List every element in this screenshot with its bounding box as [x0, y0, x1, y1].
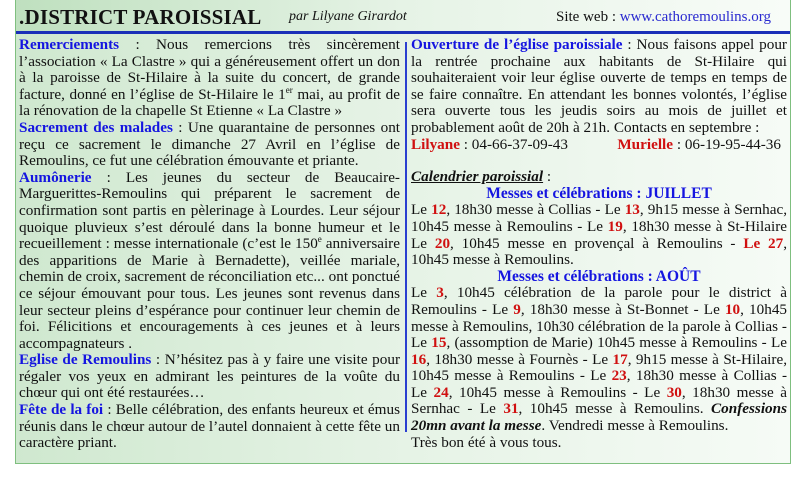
spacer: [411, 153, 787, 169]
contact-name: Lilyane: [411, 135, 460, 153]
text-aumonerie-a: : Les jeunes du secteur de Beaucaire-Marguerittes-Remoulins qui préparent le sacrement de confirmation sont partis en pèlerinage à Lourdes. Leur séjour quoique pluvieux s’est déroulé dans la bonne humeur et le recueillement : messe internationale (c’est le 150: [19, 168, 400, 253]
author-byline: par Lilyane Girardot: [289, 9, 407, 24]
vendredi-note: . Vendredi messe à Remoulins.: [541, 417, 729, 435]
contact-lilyane: [411, 137, 568, 154]
header: [16, 0, 790, 31]
entry-text: , 9h15 messe à St-Hilaire, 10h45 messe à Remoulins - Le: [411, 350, 788, 385]
entry-text: , 10h45 messe en provençal à Remoulins -: [450, 234, 744, 252]
juillet-schedule: [411, 202, 787, 268]
section-eglise: [19, 352, 400, 402]
entry-date: 9: [513, 300, 521, 318]
calendar-heading: [411, 169, 787, 186]
bulletin-panel: [15, 0, 791, 464]
schedule-entry: [434, 384, 667, 401]
confessions-note: Confessions 20mn avant la messe: [411, 400, 787, 435]
heading-aumonerie: Aumônerie: [19, 168, 92, 186]
entry-date: 24: [433, 383, 449, 401]
aout-entries: [411, 284, 787, 417]
section-sacrement: [19, 120, 400, 170]
text-remerciements-a: : Nous remercions très sincèrement l’association « La Clastre » qui a généreusement offert un don à la paroisse de St-Hilaire à la suite du concert, de grande facture, donné en l’église de St-Hilaire le 1: [19, 36, 400, 103]
superscript-er: er: [285, 84, 293, 95]
entry-text: , 18h30 messe à Fournès - Le: [426, 350, 613, 368]
site-url-link[interactable]: www.cathoremoulins.org: [619, 9, 771, 25]
entry-date: 15: [431, 334, 447, 352]
entry-date: 12: [431, 201, 447, 219]
entry-text: , 10h45 messe à Remoulins - Le: [448, 383, 667, 401]
text-eglise: : N’hésitez pas à y faire une visite pour régaler vos yeux en admirant les peintures de la voûte du chœur qui ont été restaurées…: [19, 351, 401, 402]
aout-title: Messes et célébrations : AOÛT: [497, 267, 701, 285]
text-fete: : Belle célébration, des enfants heureux et émus réunis dans le chœur autour de l’autel donnaient à cette fête un caractère priant.: [19, 401, 400, 452]
entry-text: , 10h45 messe à Remoulins.: [411, 234, 787, 269]
contact-name: Murielle: [617, 135, 674, 153]
entry-text: , 10h45 célébration de la parole pour le district à Remoulins - Le: [411, 284, 787, 318]
section-aumonerie: [19, 170, 400, 353]
header-rule: [16, 31, 790, 34]
entry-text: , (assomption de Marie) 10h45 messe à Remoulins - Le: [446, 334, 787, 352]
schedule-entry: [411, 201, 625, 218]
left-column: [19, 37, 400, 452]
entry-date: 16: [411, 350, 427, 368]
superscript-e: e: [317, 234, 322, 245]
entry-date: 13: [624, 201, 640, 219]
entry-date: 19: [607, 217, 623, 235]
entry-text: , 18h30 messe à Collias - Le: [411, 367, 787, 401]
contact-murielle: [617, 137, 781, 154]
text-remerciements-b: mai, au profit de la rénovation de la chapelle St Etienne « La Clastre »: [19, 85, 400, 120]
entry-text: , 18h30 messe à Sernhac - Le: [411, 383, 787, 418]
schedule-entry: [503, 400, 711, 417]
entry-text: , 10h45 messe à Remoulins.: [518, 400, 712, 418]
heading-eglise: Eglise de Remoulins: [19, 351, 152, 369]
column-divider: [405, 42, 407, 432]
entry-date: 10: [724, 300, 741, 318]
entry-prefix: Le: [411, 284, 437, 302]
site-web: [556, 9, 771, 26]
section-remerciements: [19, 37, 400, 120]
entry-date: 30: [666, 383, 682, 401]
contact-phone: : 06-19-95-44-36: [673, 135, 781, 153]
entry-text: , 18h30 messe à St-Hilaire Le: [411, 217, 788, 252]
right-column: [411, 37, 787, 451]
calendar-title: Calendrier paroissial: [411, 168, 544, 186]
text-sacrement: : Une quarantaine de personnes ont reçu ce sacrement le dimanche 27 Avril en l’église de Remoulins, ce fut une célébration émouvante et priante.: [19, 118, 401, 170]
contacts-row: [411, 137, 787, 154]
juillet-title: Messes et célébrations : JUILLET: [486, 184, 712, 202]
aout-schedule: [411, 285, 787, 434]
text-ouverture: : Nous faisons appel pour la rentrée prochaine aux habitants de St-Hilaire qui souhaiteraient voir leur église ouverte de temps en temps de se faire connaître. En attendant les bonnes volontés, l’église sera ouverte tous les jeudis soirs au mois de juillet et probablement août de 20h à 21h. Contacts en septembre :: [411, 36, 787, 136]
entry-date: 17: [612, 350, 628, 368]
section-ouverture: [411, 37, 787, 137]
entry-text: , 10h45 messe à Remoulins, 10h30 célébration de la parole à Collias - Le: [411, 300, 788, 352]
entry-text: , 18h30 messe à Collias - Le: [446, 201, 625, 219]
site-label: Site web :: [556, 9, 620, 25]
schedule-entry: [435, 235, 743, 252]
text-aumonerie-b: anniversaire des apparitions de Marie à Bernadette), veillée mariale, chemin de croix, sacrement de réconciliation etc... ont ponctué ce séjour émouvant pour tous. Les jeunes sont revenus dans leur secteur pleins d’espérance pour continuer leur chemin de foi. Félicitions et encouragements à ces jeunes et à leurs accompagnateurs .: [19, 235, 400, 352]
entry-date: 20: [434, 234, 451, 252]
entry-text: , 18h30 messe à St-Bonnet - Le: [520, 300, 725, 318]
entry-date: 3: [436, 284, 444, 302]
schedule-entry: [513, 301, 725, 318]
contact-phone: : 04-66-37-09-43: [459, 135, 568, 153]
entry-text: , 9h15 messe à Sernhac, 10h45 messe à Remoulins - Le: [411, 201, 788, 235]
entry-date: 23: [611, 367, 627, 385]
entry-date: 31: [503, 400, 519, 418]
section-fete: [19, 402, 400, 452]
schedule-entry: [411, 351, 613, 368]
page-title: .DISTRICT PAROISSIAL: [19, 5, 262, 29]
closing-line: Très bon été à vous tous.: [411, 433, 562, 451]
heading-remerciements: Remerciements: [19, 36, 120, 53]
calendar-title-suffix: :: [543, 168, 552, 186]
entry-date: Le 27: [743, 234, 784, 252]
heading-sacrement: Sacrement des malades: [19, 118, 173, 136]
heading-ouverture: Ouverture de l’église paroissiale: [411, 36, 623, 53]
entry-prefix: Le: [411, 201, 432, 219]
heading-fete: Fête de la foi: [19, 401, 104, 419]
schedule-entry: [431, 334, 787, 351]
